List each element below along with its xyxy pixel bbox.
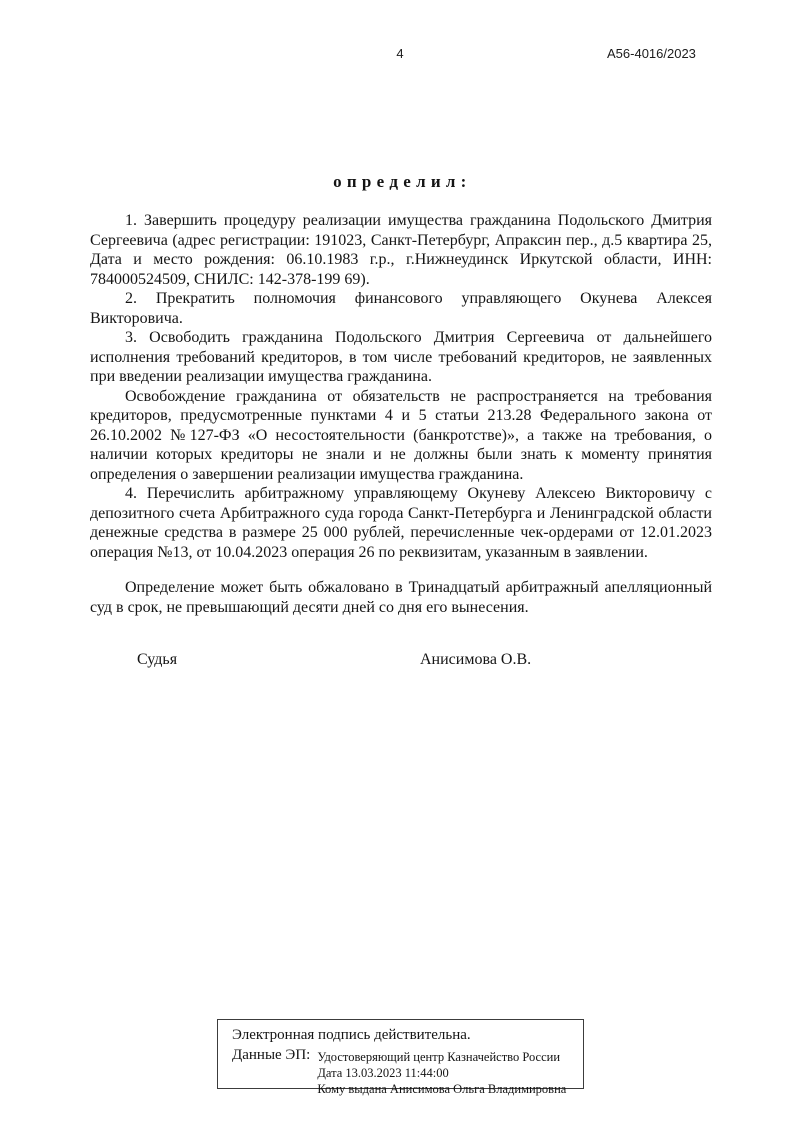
stamp-authority: Удостоверяющий центр Казначейство России bbox=[317, 1050, 561, 1064]
paragraph-item: 4. Перечислить арбитражному управляющему Окуневу Алексею Викторовичу с депозитного счета Арбитражного суда города Санкт-Петербурга и Ленинградской области денежные средства в размере 25 000 рублей, перечисленные чек-ордерами от 12.01.2023 операция №13, от 10.04.2023 операция 26 по реквизитам, указанным в заявлении. bbox=[90, 485, 712, 561]
paragraph-item: 3. Освободить гражданина Подольского Дмитрия Сергеевича от дальнейшего исполнения требований кредиторов, в том числе требований кредиторов, не заявленных при введении реализации имущества гражданина. bbox=[90, 329, 712, 385]
stamp-details bbox=[317, 1047, 566, 1097]
stamp-details-row bbox=[232, 1047, 575, 1097]
page-number: 4 bbox=[396, 46, 404, 61]
paragraph-item: Освобождение гражданина от обязательств не распространяется на требования кредиторов, предусмотренные пунктами 4 и 5 статьи 213.28 Федерального закона от 26.10.2002 №127-ФЗ «О несостоятельности (банкротстве)», а также на требования, о наличии которых кредиторы не знали и не должны были знать к моменту принятия определения о завершении реализации имущества гражданина. bbox=[90, 387, 712, 483]
signature-row bbox=[90, 650, 712, 670]
stamp-date: Дата 13.03.2023 11:44:00 bbox=[317, 1066, 449, 1080]
ruling-title: о п р е д е л и л : bbox=[333, 172, 467, 191]
electronic-signature-stamp bbox=[217, 1019, 584, 1096]
page-header bbox=[0, 46, 800, 62]
judge-name: Анисимова О.В. bbox=[420, 651, 532, 668]
appeal-paragraph: Определение может быть обжаловано в Тринадцатый арбитражный апелляционный суд в срок, не превышающий десяти дней со дня его вынесения. bbox=[90, 579, 712, 616]
paragraph-item: 1. Завершить процедуру реализации имущества гражданина Подольского Дмитрия Сергеевича (адрес регистрации: 191023, Санкт-Петербург, Апраксин пер., д.5 квартира 25, Дата и место рождения: 06.10.1983 г.р., г.Нижнеудинск Иркутской области, ИНН: 784000524509, СНИЛС: 142-378-199 69). bbox=[90, 212, 712, 288]
stamp-issued-to: Кому выдана Анисимова Ольга Владимировна bbox=[317, 1082, 567, 1096]
ruling-body bbox=[90, 211, 712, 670]
stamp-data-label: Данные ЭП: bbox=[232, 1047, 311, 1063]
stamp-validity-line: Электронная подпись действительна. bbox=[232, 1027, 471, 1043]
paragraph-item: 2. Прекратить полномочия финансового управляющего Окунева Алексея Викторовича. bbox=[90, 290, 712, 327]
case-number: А56-4016/2023 bbox=[607, 46, 696, 61]
judge-label: Судья bbox=[137, 651, 178, 668]
